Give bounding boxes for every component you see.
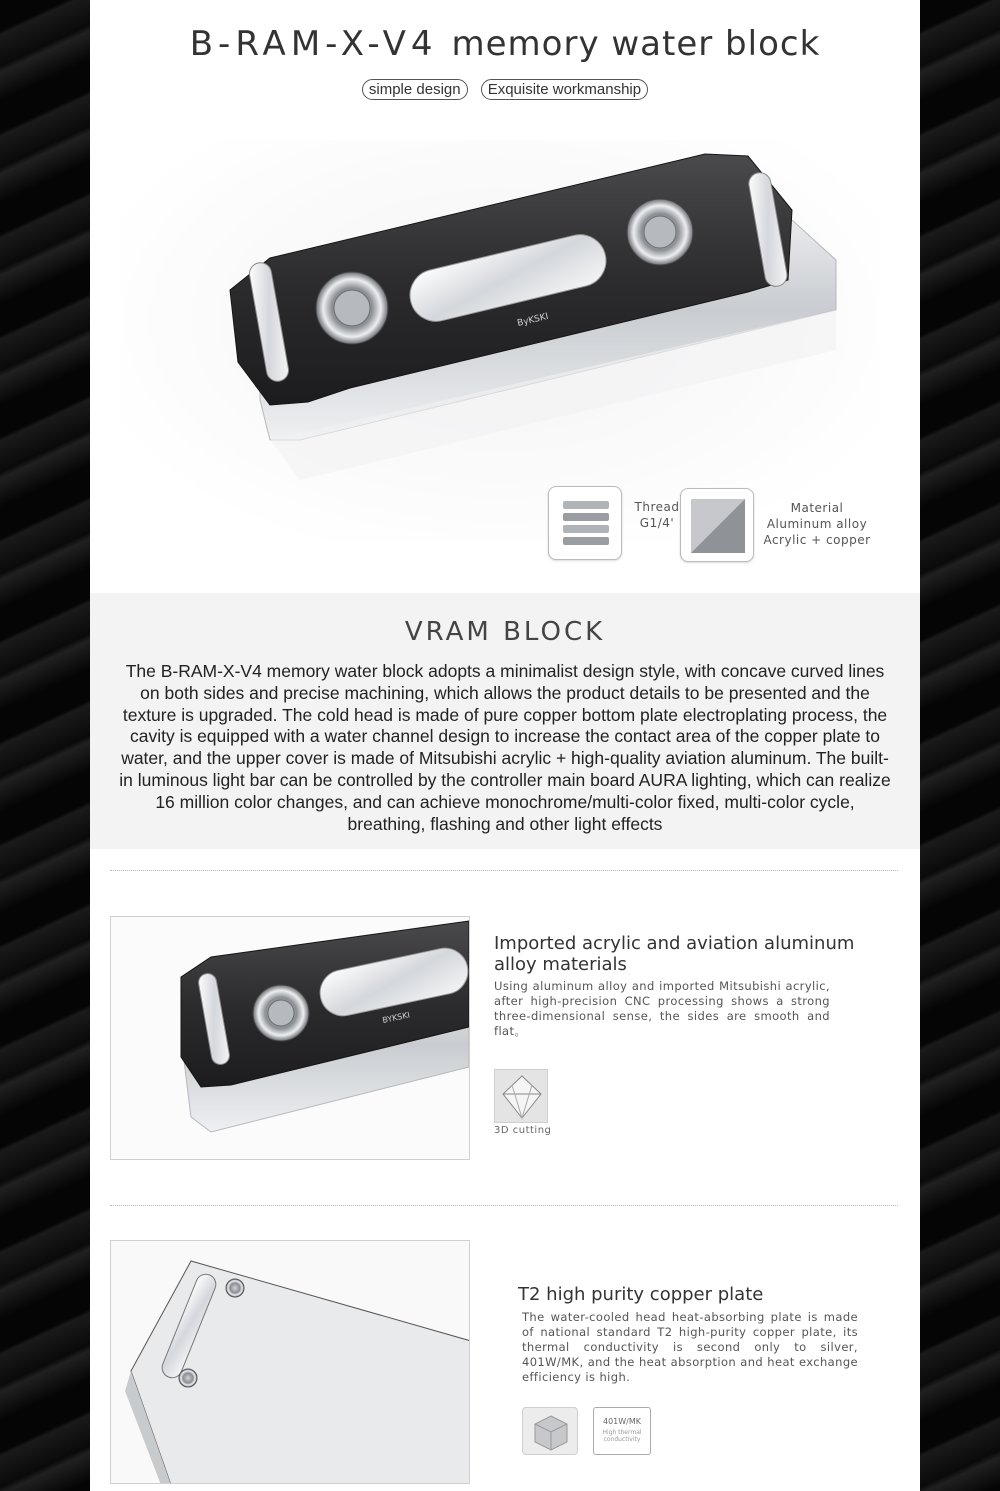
thread-value: G1/4': [639, 516, 675, 530]
thermal-conductivity-value: 401W/MK: [602, 1417, 642, 1426]
section1-brand-mark: BYKSKI: [381, 1010, 411, 1025]
product-page: [90, 0, 920, 1491]
thread-spec-tag: [548, 486, 688, 562]
section-divider: [110, 870, 898, 871]
material-line-1: Aluminum alloy: [766, 517, 868, 531]
copper-plate-render: [111, 1241, 470, 1484]
thermal-conductivity-caption: High thermal conductivity: [602, 1429, 642, 1443]
section2-title: T2 high purity copper plate: [518, 1284, 764, 1305]
material-line-2: Acrylic + copper: [763, 533, 871, 547]
thermal-conductivity-badge: [593, 1407, 651, 1455]
product-name: memory water block: [451, 24, 821, 64]
acrylic-closeup-render: [111, 917, 470, 1160]
tagline-pills: [90, 79, 920, 100]
thread-icon: [548, 486, 622, 560]
vram-description: The B-RAM-X-V4 memory water block adopts a minimalist design style, with concave curved lines on both sides and precise machining, which allows the product details to be presented and the texture is upgraded. The cold head is made of pure copper bottom plate electroplating process, the cavity is equipped with a water channel design to increase the contact area of the copper plate to water, and the upper cover is made of Mitsubishi acrylic + high-quality aviation aluminum. The built-in luminous light bar can be controlled by the controller main board AURA lighting, which can realize 16 million color changes, and can achieve monochrome/multi-color fixed, multi-color cycle, breathing, flashing and other light effects: [119, 661, 891, 834]
outlet-port-thread: [644, 216, 676, 248]
copper-plate-image: [110, 1240, 470, 1484]
material-label: Material: [790, 501, 844, 515]
acrylic-closeup-image: [110, 916, 470, 1160]
water-block-render: [120, 140, 880, 540]
vram-block-section: [90, 593, 920, 849]
section2-description: The water-cooled head heat-absorbing plate is made of national standard T2 high-purity copper plate, its thermal conductivity is second only to silver, 401W/MK, and the heat absorption and heat exchange efficiency is high.: [522, 1310, 858, 1384]
material-spec-text: [758, 500, 876, 548]
3d-cutting-icon: [494, 1069, 548, 1123]
3d-cutting-label: 3D cutting: [494, 1125, 552, 1136]
section1-title: Imported acrylic and aviation aluminum alloy materials: [494, 933, 855, 975]
copper-cube-icon: [522, 1407, 578, 1455]
pill-exquisite-workmanship: Exquisite workmanship: [481, 79, 648, 100]
left-dark-backdrop: [0, 0, 90, 1491]
material-spec-tag: [680, 488, 880, 564]
hero-brand-mark: ByKSKI: [516, 311, 550, 329]
model-name: B-RAM-X-V4: [189, 24, 438, 64]
hero-product-image: [120, 140, 880, 540]
thread-label: Thread: [634, 500, 680, 514]
pill-simple-design: simple design: [362, 79, 468, 100]
inlet-port-thread: [334, 290, 370, 326]
page-title: [90, 24, 920, 64]
section-divider: [110, 1205, 898, 1206]
right-dark-backdrop: [920, 0, 1000, 1491]
material-swatch-icon: [680, 488, 754, 562]
vram-title: VRAM BLOCK: [404, 617, 606, 647]
section1-description: Using aluminum alloy and imported Mitsubishi acrylic, after high-precision CNC processing shows a strong three-dimensional sense, the sides are smooth and flat。: [494, 979, 830, 1038]
